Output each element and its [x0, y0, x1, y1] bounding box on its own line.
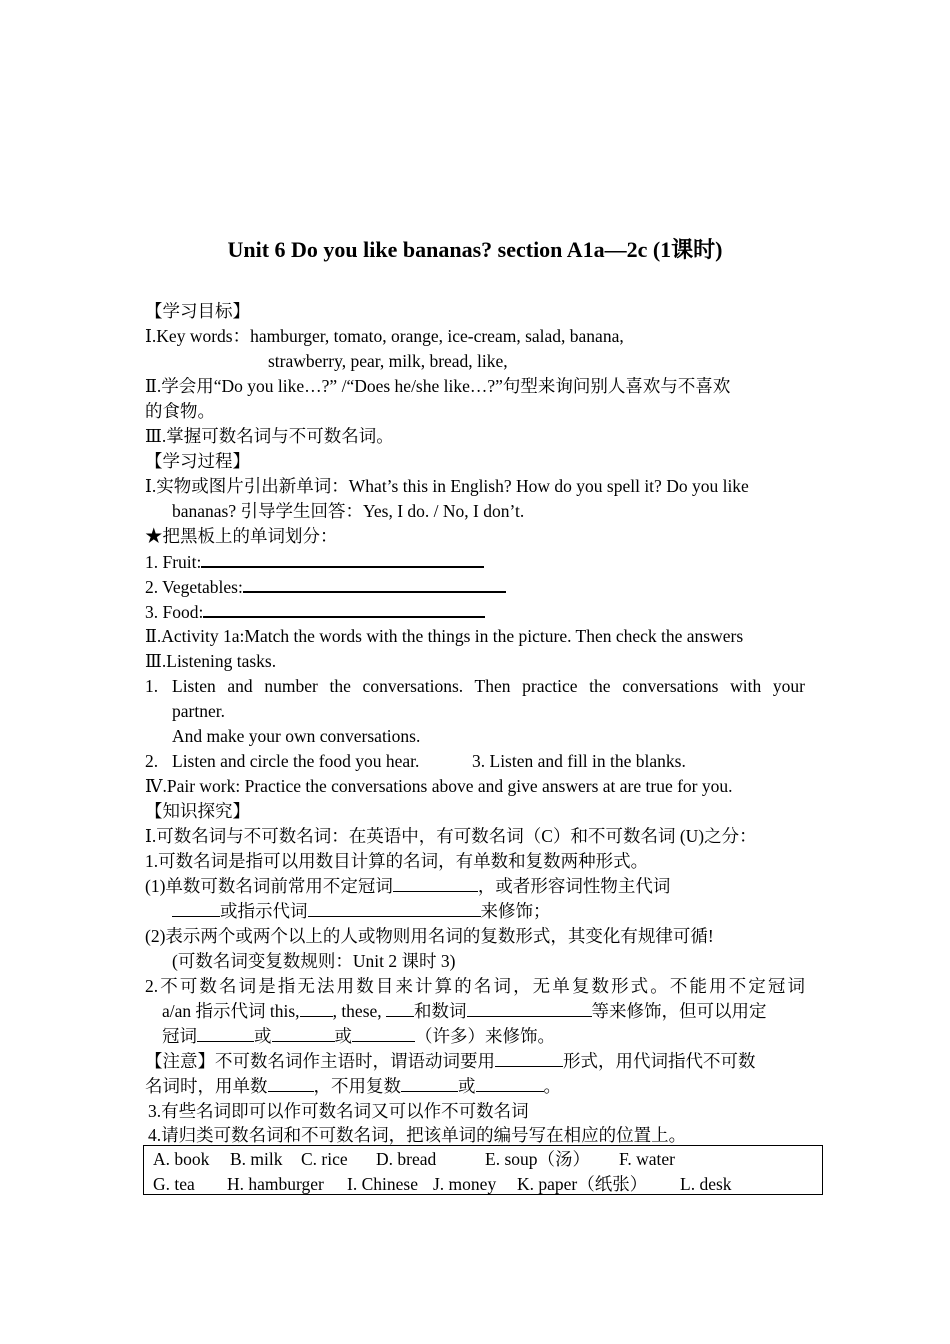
listening-task-2-num: 2.	[145, 751, 159, 771]
listening-task-2: Listen and circle the food you hear.	[172, 751, 420, 771]
or-1: 或	[254, 1026, 272, 1046]
rule-1-text-b: ，或者形容词性物主代词	[477, 876, 671, 896]
option-j: J. money	[433, 1174, 497, 1194]
knowledge-heading: 【知识探究】	[145, 801, 250, 821]
vegetables-label: 2. Vegetables:	[145, 577, 243, 597]
uncountable-line-3	[162, 1024, 555, 1049]
verb-form-blank[interactable]	[495, 1049, 563, 1067]
fruit-blank[interactable]	[201, 549, 484, 568]
goal-2: Ⅱ.学会用“Do you like…?” /“Does he/she like…?”句型来询问别人喜欢与不喜欢	[145, 376, 731, 396]
option-h: H. hamburger	[227, 1174, 324, 1194]
demonstrative-blank[interactable]	[308, 899, 481, 917]
goal-3: Ⅲ.掌握可数名词与不可数名词。	[145, 426, 394, 446]
process-step-1: Ⅰ.实物或图片引出新单词：What’s this in English? How do you spell it? Do you like	[145, 476, 749, 496]
note-text-c: 名词时，用单数	[145, 1076, 268, 1096]
fruit-blank-line	[145, 549, 484, 575]
note-line	[145, 1049, 756, 1074]
food-blank[interactable]	[203, 599, 485, 618]
note-text-a: 【注意】不可数名词作主语时，谓语动词要用	[145, 1051, 495, 1071]
countable-definition: 1.可数名词是指可以用数目计算的名词，有单数和复数两种形式。	[145, 851, 649, 871]
classify-instruction: ★把黑板上的单词划分：	[145, 526, 338, 546]
rule-2-note: (可数名词变复数规则：Unit 2 课时 3)	[172, 951, 456, 971]
process-heading: 【学习过程】	[145, 451, 250, 471]
uncountable-line-2	[162, 999, 767, 1024]
fruit-label: 1. Fruit:	[145, 552, 202, 572]
knowledge-intro: Ⅰ.可数名词与不可数名词：在英语中，有可数名词（C）和不可数名词 (U)之分：	[145, 826, 757, 846]
plural-blank-1[interactable]	[401, 1074, 458, 1092]
goals-heading: 【学习目标】	[145, 301, 250, 321]
food-blank-line	[145, 599, 485, 625]
those-blank[interactable]	[386, 999, 414, 1017]
singular-blank[interactable]	[268, 1074, 314, 1092]
or-2: 或	[334, 1026, 352, 1046]
vegetables-blank[interactable]	[243, 574, 506, 593]
rule-1-cont-text-b: 来修饰；	[480, 901, 551, 921]
listening-task-1: Listen and number the conversations. Then practice the conversations with your	[172, 676, 805, 696]
uncountable-text-c: 和数词	[414, 1001, 467, 1021]
rule-2: (2)表示两个或两个以上的人或物则用名词的复数形式，其变化有规律可循!	[145, 926, 714, 946]
option-l: L. desk	[680, 1174, 732, 1194]
note-text-d: ，不用复数	[313, 1076, 401, 1096]
option-k: K. paper（纸张）	[517, 1174, 648, 1194]
option-f: F. water	[619, 1149, 675, 1169]
listening-task-1-extra: And make your own conversations.	[172, 726, 421, 746]
food-label: 3. Food:	[145, 602, 204, 622]
listening-task-1-cont: partner.	[172, 701, 225, 721]
options-row-1	[153, 1147, 813, 1172]
uncountable-definition: 2.不可数名词是指无法用数目来计算的名词，无单复数形式。不能用不定冠词	[145, 976, 805, 996]
option-i: I. Chinese	[347, 1174, 418, 1194]
note-or: 或	[458, 1076, 476, 1096]
process-step-1-cont: bananas? 引导学生回答：Yes, I do. / No, I don’t.	[172, 501, 525, 521]
a-lot-of-blank[interactable]	[352, 1024, 415, 1042]
rule-1-line	[145, 874, 670, 899]
option-b: B. milk	[230, 1149, 283, 1169]
possessive-blank[interactable]	[172, 899, 220, 917]
plural-blank-2[interactable]	[476, 1074, 544, 1092]
note-text-b: 形式，用代词指代不可数	[563, 1051, 756, 1071]
page-title: Unit 6 Do you like bananas? section A1a—2c (1课时)	[227, 237, 723, 262]
goal-2-cont: 的食物。	[145, 401, 215, 421]
that-blank[interactable]	[300, 999, 333, 1017]
key-words-label: Ⅰ.Key words：	[145, 326, 251, 346]
rule-1-text: (1)单数可数名词前常用不定冠词	[145, 876, 393, 896]
key-words-list: hamburger, tomato, orange, ice-cream, salad, banana,	[250, 326, 624, 346]
option-g: G. tea	[153, 1174, 195, 1194]
options-row-2	[153, 1172, 813, 1197]
uncountable-text-a: a/an 指示代词 this,	[162, 1001, 300, 1021]
option-c: C. rice	[301, 1149, 348, 1169]
article-blank[interactable]	[393, 874, 478, 892]
classify-task: 4.请归类可数名词和不可数名词，把该单词的编号写在相应的位置上。	[148, 1125, 687, 1145]
rule-1-cont-text: 或指示代词	[220, 901, 308, 921]
note-line-2	[145, 1074, 561, 1099]
uncountable-text-f: （许多）来修饰。	[415, 1026, 555, 1046]
option-e: E. soup（汤）	[485, 1149, 590, 1169]
uncountable-text-e: 冠词	[162, 1026, 197, 1046]
key-words-list-cont: strawberry, pear, milk, bread, like,	[268, 351, 508, 371]
key-words-line	[145, 324, 624, 349]
vegetables-blank-line	[145, 574, 506, 600]
options-box	[143, 1145, 823, 1195]
numeral-blank[interactable]	[467, 999, 592, 1017]
pair-work: Ⅳ.Pair work: Practice the conversations above and give answers at are true for you.	[145, 776, 733, 796]
option-a: A. book	[153, 1149, 210, 1169]
option-d: D. bread	[376, 1149, 437, 1169]
listening-task-1-num: 1.	[145, 676, 159, 696]
listening-task-3: 3. Listen and fill in the blanks.	[472, 751, 686, 771]
uncountable-text-b: , these,	[332, 1001, 382, 1021]
note-end: 。	[543, 1076, 561, 1096]
activity-1a: Ⅱ.Activity 1a:Match the words with the things in the picture. Then check the answers	[145, 626, 744, 646]
uncountable-text-d: 等来修饰，但可以用定	[591, 1001, 767, 1021]
much-blank[interactable]	[272, 1024, 335, 1042]
rule-1-cont	[172, 899, 551, 924]
listening-heading: Ⅲ.Listening tasks.	[145, 651, 277, 671]
definite-article-blank[interactable]	[197, 1024, 254, 1042]
dual-nouns-note: 3.有些名词即可以作可数名词又可以作不可数名词	[148, 1101, 529, 1121]
